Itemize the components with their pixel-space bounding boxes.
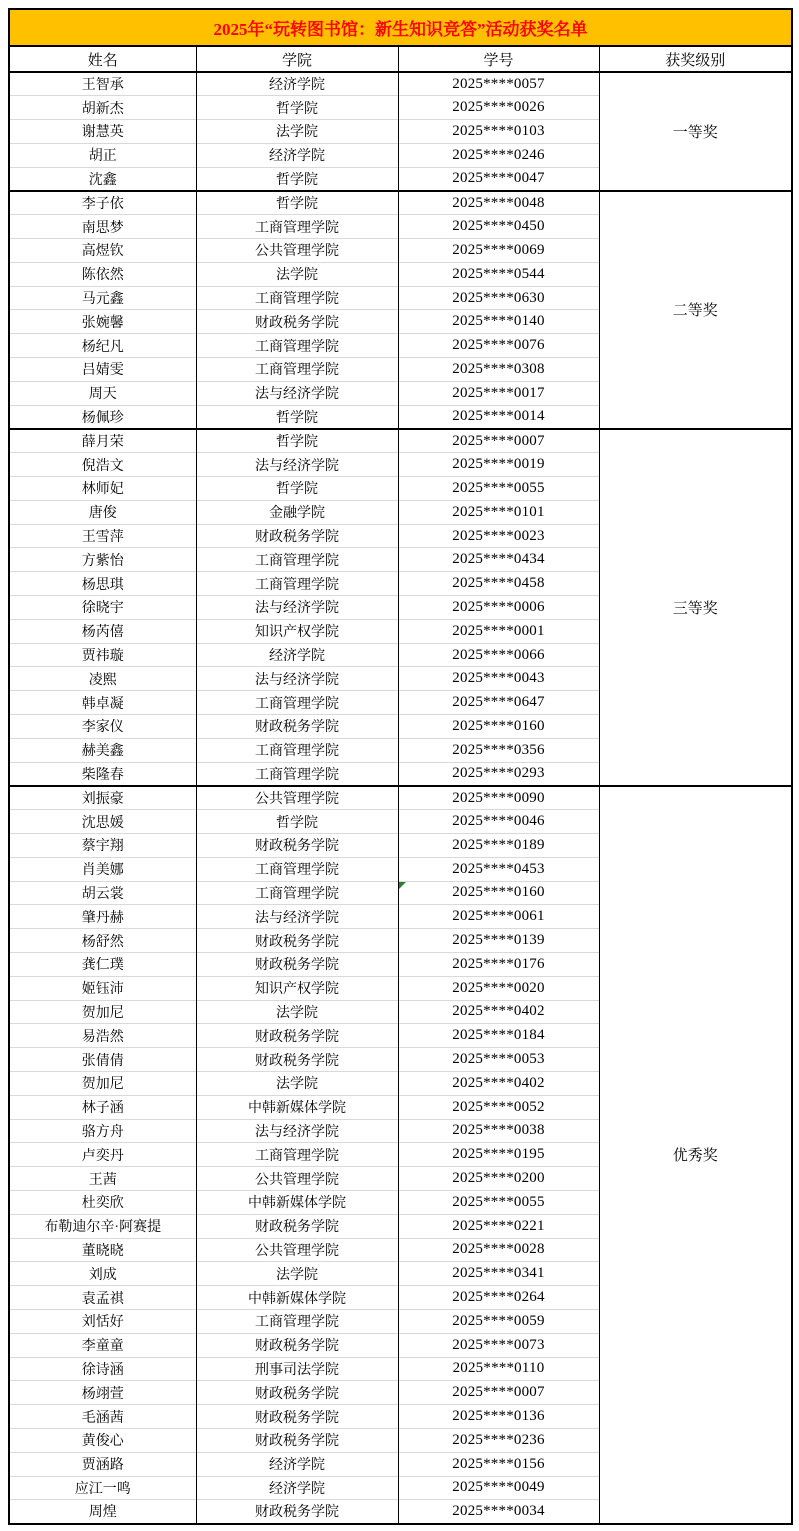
student-id-cell: 2025****0069 [398,239,599,263]
college-cell: 工商管理学院 [196,548,398,572]
college-cell: 工商管理学院 [196,572,398,596]
page-title: 2025年“玩转图书馆：新生知识竞答”活动获奖名单 [9,9,792,46]
student-id-cell: 2025****0264 [398,1286,599,1310]
college-cell: 工商管理学院 [196,358,398,382]
student-name-cell: 刘恬好 [9,1309,196,1333]
college-cell: 工商管理学院 [196,334,398,358]
college-cell: 中韩新媒体学院 [196,1286,398,1310]
college-cell: 工商管理学院 [196,762,398,786]
college-cell: 公共管理学院 [196,1238,398,1262]
college-cell: 哲学院 [196,810,398,834]
student-id-cell: 2025****0053 [398,1048,599,1072]
student-id-cell: 2025****0136 [398,1405,599,1429]
college-cell: 工商管理学院 [196,1143,398,1167]
student-id-cell: 2025****0006 [398,596,599,620]
student-id-cell: 2025****0160 [398,881,599,905]
college-cell: 财政税务学院 [196,1500,398,1524]
student-name-cell: 杨舒然 [9,929,196,953]
student-id-cell: 2025****0450 [398,215,599,239]
college-cell: 工商管理学院 [196,286,398,310]
student-id-cell: 2025****0184 [398,1024,599,1048]
student-name-cell: 应江一鸣 [9,1476,196,1500]
student-name-cell: 肖美娜 [9,857,196,881]
student-name-cell: 胡新杰 [9,96,196,120]
student-name-cell: 林子涵 [9,1095,196,1119]
college-cell: 知识产权学院 [196,976,398,1000]
college-cell: 法学院 [196,1071,398,1095]
student-name-cell: 胡正 [9,143,196,167]
student-id-cell: 2025****0047 [398,167,599,191]
award-level-cell: 一等奖 [599,72,792,191]
student-id-cell: 2025****0402 [398,1000,599,1024]
student-name-cell: 贺加尼 [9,1000,196,1024]
college-cell: 财政税务学院 [196,952,398,976]
college-cell: 财政税务学院 [196,1048,398,1072]
college-cell: 法与经济学院 [196,453,398,477]
college-cell: 经济学院 [196,143,398,167]
student-name-cell: 贾祎璇 [9,643,196,667]
student-name-cell: 吕婧雯 [9,358,196,382]
student-id-cell: 2025****0140 [398,310,599,334]
title-row [9,9,792,46]
student-id-cell: 2025****0544 [398,262,599,286]
student-name-cell: 龚仁璞 [9,952,196,976]
college-cell: 工商管理学院 [196,691,398,715]
college-cell: 经济学院 [196,72,398,96]
college-cell: 公共管理学院 [196,786,398,810]
table-row [9,191,792,215]
award-level-cell: 优秀奖 [599,786,792,1524]
student-id-cell: 2025****0156 [398,1452,599,1476]
student-id-cell: 2025****0195 [398,1143,599,1167]
student-id-cell: 2025****0293 [398,762,599,786]
table-row [9,72,792,96]
college-cell: 公共管理学院 [196,1167,398,1191]
student-name-cell: 杨纪凡 [9,334,196,358]
college-cell: 哲学院 [196,477,398,501]
student-id-cell: 2025****0221 [398,1214,599,1238]
college-cell: 哲学院 [196,167,398,191]
college-cell: 法与经济学院 [196,596,398,620]
college-cell: 工商管理学院 [196,1309,398,1333]
student-name-cell: 韩卓凝 [9,691,196,715]
college-cell: 哲学院 [196,429,398,453]
student-name-cell: 沈思媛 [9,810,196,834]
student-name-cell: 赫美鑫 [9,738,196,762]
college-cell: 财政税务学院 [196,1214,398,1238]
student-id-cell: 2025****0014 [398,405,599,429]
student-id-cell: 2025****0176 [398,952,599,976]
col-header-name: 姓名 [9,46,196,72]
student-name-cell: 王智承 [9,72,196,96]
student-name-cell: 杨佩珍 [9,405,196,429]
college-cell: 中韩新媒体学院 [196,1190,398,1214]
college-cell: 哲学院 [196,191,398,215]
college-cell: 财政税务学院 [196,524,398,548]
student-name-cell: 王茜 [9,1167,196,1191]
student-name-cell: 沈鑫 [9,167,196,191]
student-name-cell: 杨思琪 [9,572,196,596]
student-id-cell: 2025****0356 [398,738,599,762]
student-id-cell: 2025****0066 [398,643,599,667]
student-id-cell: 2025****0200 [398,1167,599,1191]
student-id-cell: 2025****0189 [398,834,599,858]
college-cell: 金融学院 [196,500,398,524]
student-id-cell: 2025****0043 [398,667,599,691]
college-cell: 经济学院 [196,1476,398,1500]
student-name-cell: 徐晓宇 [9,596,196,620]
student-id-cell: 2025****0246 [398,143,599,167]
student-name-cell: 张婉馨 [9,310,196,334]
college-cell: 中韩新媒体学院 [196,1095,398,1119]
college-cell: 财政税务学院 [196,1381,398,1405]
student-name-cell: 肇丹赫 [9,905,196,929]
college-cell: 公共管理学院 [196,239,398,263]
college-cell: 法学院 [196,1000,398,1024]
college-cell: 法与经济学院 [196,905,398,929]
student-id-cell: 2025****0023 [398,524,599,548]
student-id-cell: 2025****0057 [398,72,599,96]
student-id-cell: 2025****0236 [398,1428,599,1452]
table-header-row [9,46,792,72]
student-id-cell: 2025****0090 [398,786,599,810]
student-name-cell: 杜奕欣 [9,1190,196,1214]
college-cell: 财政税务学院 [196,1428,398,1452]
student-name-cell: 毛涵茜 [9,1405,196,1429]
college-cell: 财政税务学院 [196,1333,398,1357]
student-id-cell: 2025****0103 [398,120,599,144]
student-id-cell: 2025****0647 [398,691,599,715]
student-name-cell: 凌熙 [9,667,196,691]
student-name-cell: 陈依然 [9,262,196,286]
college-cell: 财政税务学院 [196,1024,398,1048]
college-cell: 工商管理学院 [196,738,398,762]
student-name-cell: 方紫怡 [9,548,196,572]
student-name-cell: 刘成 [9,1262,196,1286]
student-name-cell: 李童童 [9,1333,196,1357]
table-row [9,786,792,810]
student-name-cell: 卢奕丹 [9,1143,196,1167]
student-name-cell: 柴隆春 [9,762,196,786]
student-id-cell: 2025****0017 [398,381,599,405]
student-id-cell: 2025****0007 [398,1381,599,1405]
student-id-cell: 2025****0048 [398,191,599,215]
college-cell: 哲学院 [196,405,398,429]
student-id-cell: 2025****0046 [398,810,599,834]
student-name-cell: 胡云裳 [9,881,196,905]
student-name-cell: 高煜钦 [9,239,196,263]
student-name-cell: 李子依 [9,191,196,215]
student-id-cell: 2025****0034 [398,1500,599,1524]
college-cell: 法与经济学院 [196,1119,398,1143]
college-cell: 财政税务学院 [196,834,398,858]
student-name-cell: 布勒迪尔辛·阿赛提 [9,1214,196,1238]
student-name-cell: 马元鑫 [9,286,196,310]
college-cell: 法学院 [196,120,398,144]
college-cell: 法与经济学院 [196,667,398,691]
student-id-cell: 2025****0038 [398,1119,599,1143]
cell-flag-triangle-icon [399,882,406,889]
student-id-cell: 2025****0061 [398,905,599,929]
student-id-cell: 2025****0139 [398,929,599,953]
student-id-cell: 2025****0160 [398,715,599,739]
award-level-cell: 三等奖 [599,429,792,786]
student-id-cell: 2025****0026 [398,96,599,120]
student-id-cell: 2025****0458 [398,572,599,596]
college-cell: 工商管理学院 [196,215,398,239]
student-id-cell: 2025****0028 [398,1238,599,1262]
student-name-cell: 骆方舟 [9,1119,196,1143]
student-name-cell: 黄俊心 [9,1428,196,1452]
student-id-cell: 2025****0434 [398,548,599,572]
student-id-cell: 2025****0110 [398,1357,599,1381]
student-id-cell: 2025****0076 [398,334,599,358]
student-id-cell: 2025****0020 [398,976,599,1000]
student-name-cell: 贾涵路 [9,1452,196,1476]
student-id-cell: 2025****0308 [398,358,599,382]
student-id-cell: 2025****0049 [398,1476,599,1500]
student-name-cell: 倪浩文 [9,453,196,477]
col-header-student-id: 学号 [398,46,599,72]
col-header-award-level: 获奖级别 [599,46,792,72]
college-cell: 财政税务学院 [196,1405,398,1429]
college-cell: 工商管理学院 [196,857,398,881]
college-cell: 经济学院 [196,643,398,667]
college-cell: 刑事司法学院 [196,1357,398,1381]
award-level-cell: 二等奖 [599,191,792,429]
table-row [9,429,792,453]
student-name-cell: 林师妃 [9,477,196,501]
student-id-cell: 2025****0055 [398,477,599,501]
college-cell: 财政税务学院 [196,310,398,334]
college-cell: 工商管理学院 [196,881,398,905]
student-name-cell: 唐俊 [9,500,196,524]
student-name-cell: 刘振豪 [9,786,196,810]
student-name-cell: 王雪萍 [9,524,196,548]
student-name-cell: 袁孟祺 [9,1286,196,1310]
student-name-cell: 董晓晓 [9,1238,196,1262]
student-id-cell: 2025****0630 [398,286,599,310]
student-id-cell: 2025****0019 [398,453,599,477]
student-name-cell: 杨翊萱 [9,1381,196,1405]
student-name-cell: 南思梦 [9,215,196,239]
college-cell: 经济学院 [196,1452,398,1476]
student-name-cell: 周煌 [9,1500,196,1524]
college-cell: 哲学院 [196,96,398,120]
college-cell: 知识产权学院 [196,619,398,643]
student-name-cell: 周天 [9,381,196,405]
college-cell: 法学院 [196,1262,398,1286]
student-id-cell: 2025****0101 [398,500,599,524]
student-id-cell: 2025****0402 [398,1071,599,1095]
student-name-cell: 徐诗涵 [9,1357,196,1381]
student-name-cell: 易浩然 [9,1024,196,1048]
student-name-cell: 蔡宇翔 [9,834,196,858]
student-id-cell: 2025****0341 [398,1262,599,1286]
college-cell: 财政税务学院 [196,715,398,739]
college-cell: 法与经济学院 [196,381,398,405]
student-name-cell: 薛月荣 [9,429,196,453]
student-id-cell: 2025****0052 [398,1095,599,1119]
student-id-cell: 2025****0453 [398,857,599,881]
student-name-cell: 姬钰沛 [9,976,196,1000]
college-cell: 财政税务学院 [196,929,398,953]
student-name-cell: 贺加尼 [9,1071,196,1095]
student-name-cell: 李家仪 [9,715,196,739]
col-header-college: 学院 [196,46,398,72]
student-id-cell: 2025****0007 [398,429,599,453]
student-name-cell: 张倩倩 [9,1048,196,1072]
student-name-cell: 杨芮僖 [9,619,196,643]
student-name-cell: 谢慧英 [9,120,196,144]
student-id-cell: 2025****0055 [398,1190,599,1214]
student-id-cell: 2025****0059 [398,1309,599,1333]
award-table [8,8,793,1525]
student-id-cell: 2025****0073 [398,1333,599,1357]
college-cell: 法学院 [196,262,398,286]
student-id-cell: 2025****0001 [398,619,599,643]
